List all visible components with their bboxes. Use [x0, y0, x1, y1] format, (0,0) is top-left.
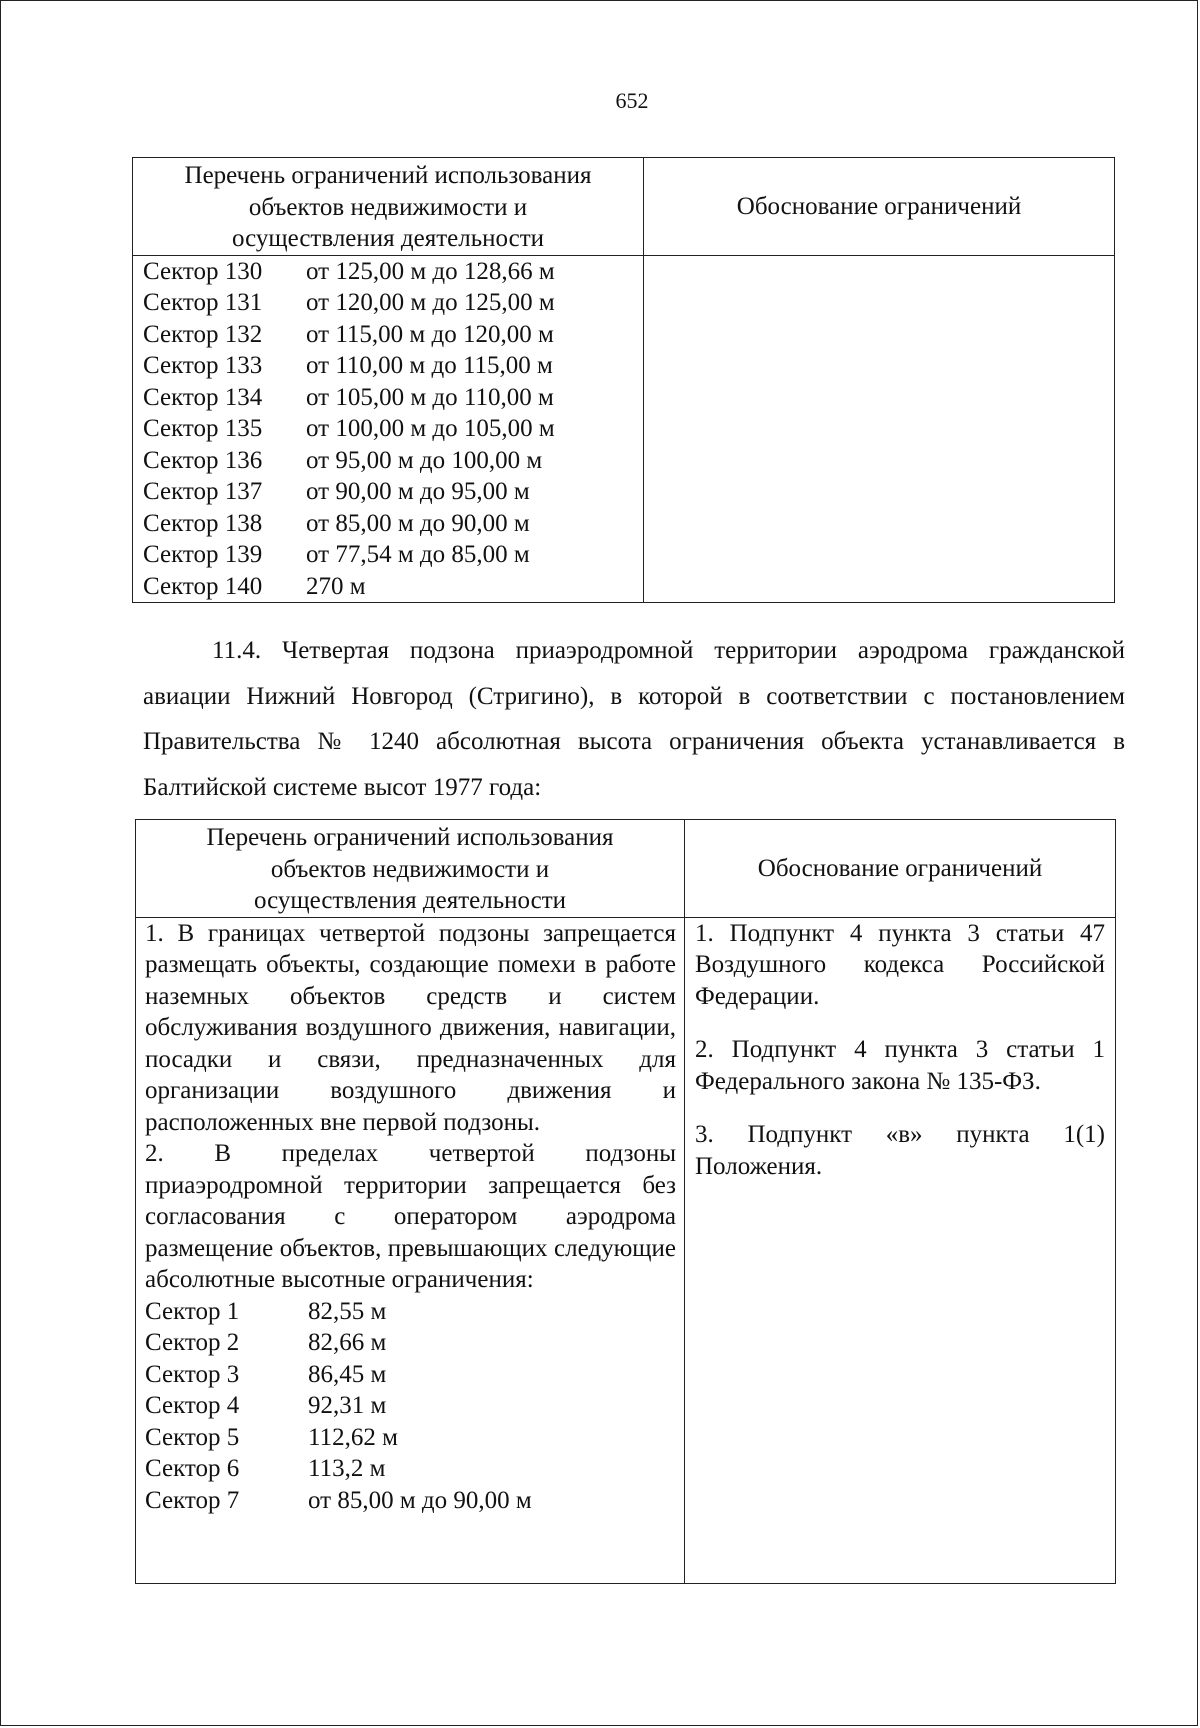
sector-name: Сектор 2 [145, 1329, 240, 1356]
table1-basis-cell [644, 255, 1115, 603]
sector-name: Сектор 138 [143, 509, 263, 537]
table1-sectors-cell [133, 255, 644, 603]
sector-row [143, 287, 643, 319]
sector-name: Сектор 132 [143, 320, 263, 348]
sector-name: Сектор 137 [143, 478, 263, 505]
sector-row [145, 1453, 676, 1485]
table2-header-right: Обоснование ограничений [685, 820, 1116, 918]
sector-row [145, 1296, 676, 1328]
basis-item-3: 3. Подпункт «в» пункта 1(1) Положения. [695, 1121, 1105, 1180]
sector-height: от 77,54 м до 85,00 м [306, 541, 530, 568]
table2-restrictions-cell [136, 917, 685, 1583]
sector-row [145, 1327, 676, 1359]
sector-row [145, 1422, 676, 1454]
sector-row [143, 571, 643, 603]
sector-row [143, 319, 643, 351]
sector-row [143, 350, 643, 382]
sector-height: от 105,00 м до 110,00 м [306, 383, 554, 411]
table1-header-right: Обоснование ограничений [644, 158, 1115, 256]
sector-height: от 115,00 м до 120,00 м [306, 320, 554, 348]
sector-height: 82,55 м [308, 1297, 387, 1325]
sector-height: от 95,00 м до 100,00 м [306, 446, 543, 474]
sector-name: Сектор 3 [145, 1360, 240, 1388]
sector-row [143, 445, 643, 477]
sector-row [145, 1485, 676, 1517]
restrictions-table-2 [135, 819, 1116, 1584]
sector-row [145, 1390, 676, 1422]
restriction-item-1: 1. В границах четвертой подзоны запрещается размещать объекты, создающие помехи в работе наземных объектов средств и систем обслуживания воздушного движения, навигации, посадки и связи, предназначенных для организации воздушного движения и расположенных вне первой подзоны. [145, 919, 676, 1136]
sector-height: 92,31 м [308, 1392, 387, 1419]
sector-name: Сектор 5 [145, 1423, 240, 1451]
sector-row [143, 256, 643, 288]
sector-height: 82,66 м [308, 1329, 387, 1356]
table2-basis-cell [685, 917, 1116, 1583]
basis-item-1: 1. Подпункт 4 пункта 3 статьи 47 Воздушного кодекса Российской Федерации. [695, 919, 1105, 1010]
sector-name: Сектор 133 [143, 352, 263, 379]
sector-name: Сектор 1 [145, 1297, 240, 1325]
sector-row [145, 1359, 676, 1391]
sector-name: Сектор 134 [143, 383, 263, 411]
sector-row [143, 508, 643, 540]
sector-name: Сектор 6 [145, 1455, 240, 1482]
sector-height: 270 м [306, 572, 366, 600]
sector-height: от 110,00 м до 115,00 м [306, 352, 553, 379]
table2-header-left: Перечень ограничений использования объектов недвижимости и осуществления деятельности [136, 820, 685, 918]
sector-name: Сектор 135 [143, 415, 263, 442]
restriction-item-2: 2. В пределах четвертой подзоны приаэродромной территории запрещается без согласования с оператором аэродрома размещение объектов, превышающих следующие абсолютные высотные ограничения: [145, 1140, 676, 1293]
sector-row [143, 382, 643, 414]
sector-name: Сектор 136 [143, 446, 263, 474]
sector-height: 112,62 м [308, 1423, 398, 1451]
sector-name: Сектор 140 [143, 572, 263, 600]
basis-item-2: 2. Подпункт 4 пункта 3 статьи 1 Федерального закона № 135-ФЗ. [695, 1036, 1105, 1095]
sector-name: Сектор 130 [143, 257, 263, 285]
sector-height: от 90,00 м до 95,00 м [306, 478, 530, 505]
sector-row [143, 413, 643, 445]
sector-row [143, 476, 643, 508]
sector-height: от 120,00 м до 125,00 м [306, 289, 555, 316]
paragraph-11-4: 11.4. Четвертая подзона приаэродромной территории аэродрома гражданской авиации Нижний Новгород (Стригино), в которой в соответствии с постановлением Правительства № 1240 абсолютная высота ограничения объекта устанавливается в Балтийской системе высот 1977 года: [143, 637, 1125, 801]
sector-height: от 100,00 м до 105,00 м [306, 415, 555, 442]
sector-name: Сектор 7 [145, 1486, 240, 1514]
sector-row [143, 539, 643, 571]
sector-name: Сектор 131 [143, 289, 263, 316]
sector-height: 113,2 м [308, 1455, 386, 1482]
sector-height: от 85,00 м до 90,00 м [308, 1486, 532, 1514]
sector-height: 86,45 м [308, 1360, 387, 1388]
table1-header-left: Перечень ограничений использования объектов недвижимости и осуществления деятельности [133, 158, 644, 256]
restrictions-table-1 [132, 157, 1115, 603]
sector-height: от 85,00 м до 90,00 м [306, 509, 530, 537]
sector-name: Сектор 139 [143, 541, 263, 568]
page-number: 652 [615, 88, 649, 113]
sector-name: Сектор 4 [145, 1392, 240, 1419]
sector-height: от 125,00 м до 128,66 м [306, 257, 555, 285]
